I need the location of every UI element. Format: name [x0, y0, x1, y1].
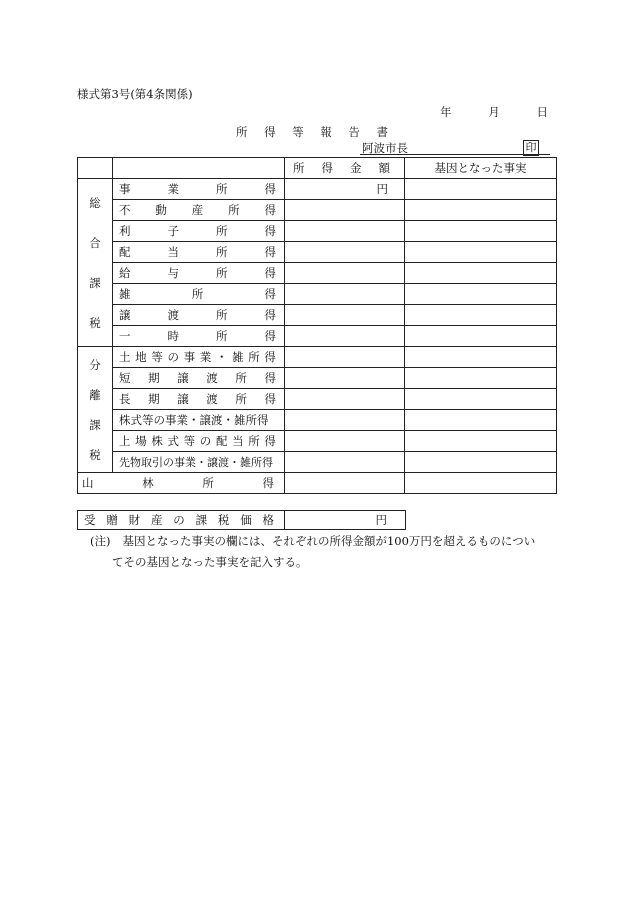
table-header-row — [78, 158, 557, 179]
gift-amount-cell[interactable]: 円 — [285, 511, 406, 530]
table-row — [78, 305, 557, 326]
amount-cell[interactable] — [285, 452, 405, 473]
amount-cell[interactable] — [285, 389, 405, 410]
reason-cell[interactable] — [405, 263, 557, 284]
reason-cell[interactable] — [405, 326, 557, 347]
reason-cell[interactable] — [405, 389, 557, 410]
reason-cell[interactable] — [405, 242, 557, 263]
row-label: 長 期 譲 渡 所 得 — [113, 389, 285, 410]
row-label: 事 業 所 得 — [113, 179, 285, 200]
row-label: 株式等の事業・譲渡・雑所得 — [113, 410, 285, 431]
row-label: 利 子 所 得 — [113, 221, 285, 242]
footnote-line-2: てその基因となった事実を記入する。 — [112, 555, 308, 569]
footnote — [90, 531, 560, 573]
amount-cell[interactable] — [285, 305, 405, 326]
amount-cell[interactable] — [285, 368, 405, 389]
row-label: 土 地 等 の 事 業 ・ 雑 所 得 — [113, 347, 285, 368]
row-label: 先物取引の事業・譲渡・雑所得 — [113, 452, 285, 473]
group-label-sougou: 総 合 課 税 — [78, 179, 113, 347]
income-table — [77, 157, 557, 494]
row-label: 雑 所 得 — [113, 284, 285, 305]
reason-cell[interactable] — [405, 305, 557, 326]
date-line — [440, 104, 548, 120]
amount-cell[interactable] — [285, 242, 405, 263]
amount-cell[interactable] — [285, 263, 405, 284]
amount-cell[interactable] — [285, 221, 405, 242]
form-label: 様式第3号(第4条関係) — [77, 87, 193, 101]
gift-table — [77, 510, 406, 530]
table-row — [78, 326, 557, 347]
page-title: 所 得 等 報 告 書 — [236, 125, 388, 139]
table-row-mountain — [78, 473, 557, 494]
reason-cell[interactable] — [405, 200, 557, 221]
amount-cell[interactable] — [285, 473, 405, 494]
table-row — [78, 200, 557, 221]
date-day: 日 — [536, 105, 548, 119]
reason-cell[interactable] — [405, 452, 557, 473]
table-row — [78, 452, 557, 473]
amount-cell[interactable] — [285, 284, 405, 305]
header-amount: 所 得 金 額 — [285, 158, 405, 179]
header-reason: 基因となった事実 — [405, 158, 557, 179]
amount-cell[interactable]: 円 — [285, 179, 405, 200]
amount-cell[interactable] — [285, 410, 405, 431]
amount-cell[interactable] — [285, 431, 405, 452]
reason-cell[interactable] — [405, 179, 557, 200]
reason-cell[interactable] — [405, 347, 557, 368]
gift-row — [78, 511, 406, 530]
seal-mark: 印 — [523, 140, 539, 156]
group-label-bunri: 分 離 課 税 — [78, 347, 113, 473]
gift-label: 受 贈 財 産 の 課 税 価 格 — [78, 511, 285, 530]
amount-cell[interactable] — [285, 347, 405, 368]
amount-cell[interactable] — [285, 326, 405, 347]
row-label: 上 場 株 式 等 の 配 当 所 得 — [113, 431, 285, 452]
table-row — [78, 431, 557, 452]
addressee: 阿波市長 — [362, 141, 408, 155]
table-row — [78, 410, 557, 431]
date-month: 月 — [488, 105, 500, 119]
reason-cell[interactable] — [405, 221, 557, 242]
row-label: 短 期 譲 渡 所 得 — [113, 368, 285, 389]
row-label: 不 動 産 所 得 — [113, 200, 285, 221]
row-label: 給 与 所 得 — [113, 263, 285, 284]
addressee-underline — [360, 154, 550, 155]
reason-cell[interactable] — [405, 368, 557, 389]
table-row — [78, 368, 557, 389]
footnote-line-1: (注) 基因となった事実の欄には、それぞれの所得金額が100万円を超えるものについ — [90, 534, 536, 548]
row-label: 譲 渡 所 得 — [113, 305, 285, 326]
reason-cell[interactable] — [405, 473, 557, 494]
row-label: 一 時 所 得 — [113, 326, 285, 347]
table-row — [78, 389, 557, 410]
table-row — [78, 263, 557, 284]
row-label: 配 当 所 得 — [113, 242, 285, 263]
table-row — [78, 284, 557, 305]
table-row — [78, 179, 557, 200]
table-row — [78, 347, 557, 368]
date-year: 年 — [440, 105, 452, 119]
reason-cell[interactable] — [405, 410, 557, 431]
table-row — [78, 242, 557, 263]
reason-cell[interactable] — [405, 431, 557, 452]
reason-cell[interactable] — [405, 284, 557, 305]
row-label: 山 林 所 得 — [78, 473, 285, 494]
amount-cell[interactable] — [285, 200, 405, 221]
table-row — [78, 221, 557, 242]
